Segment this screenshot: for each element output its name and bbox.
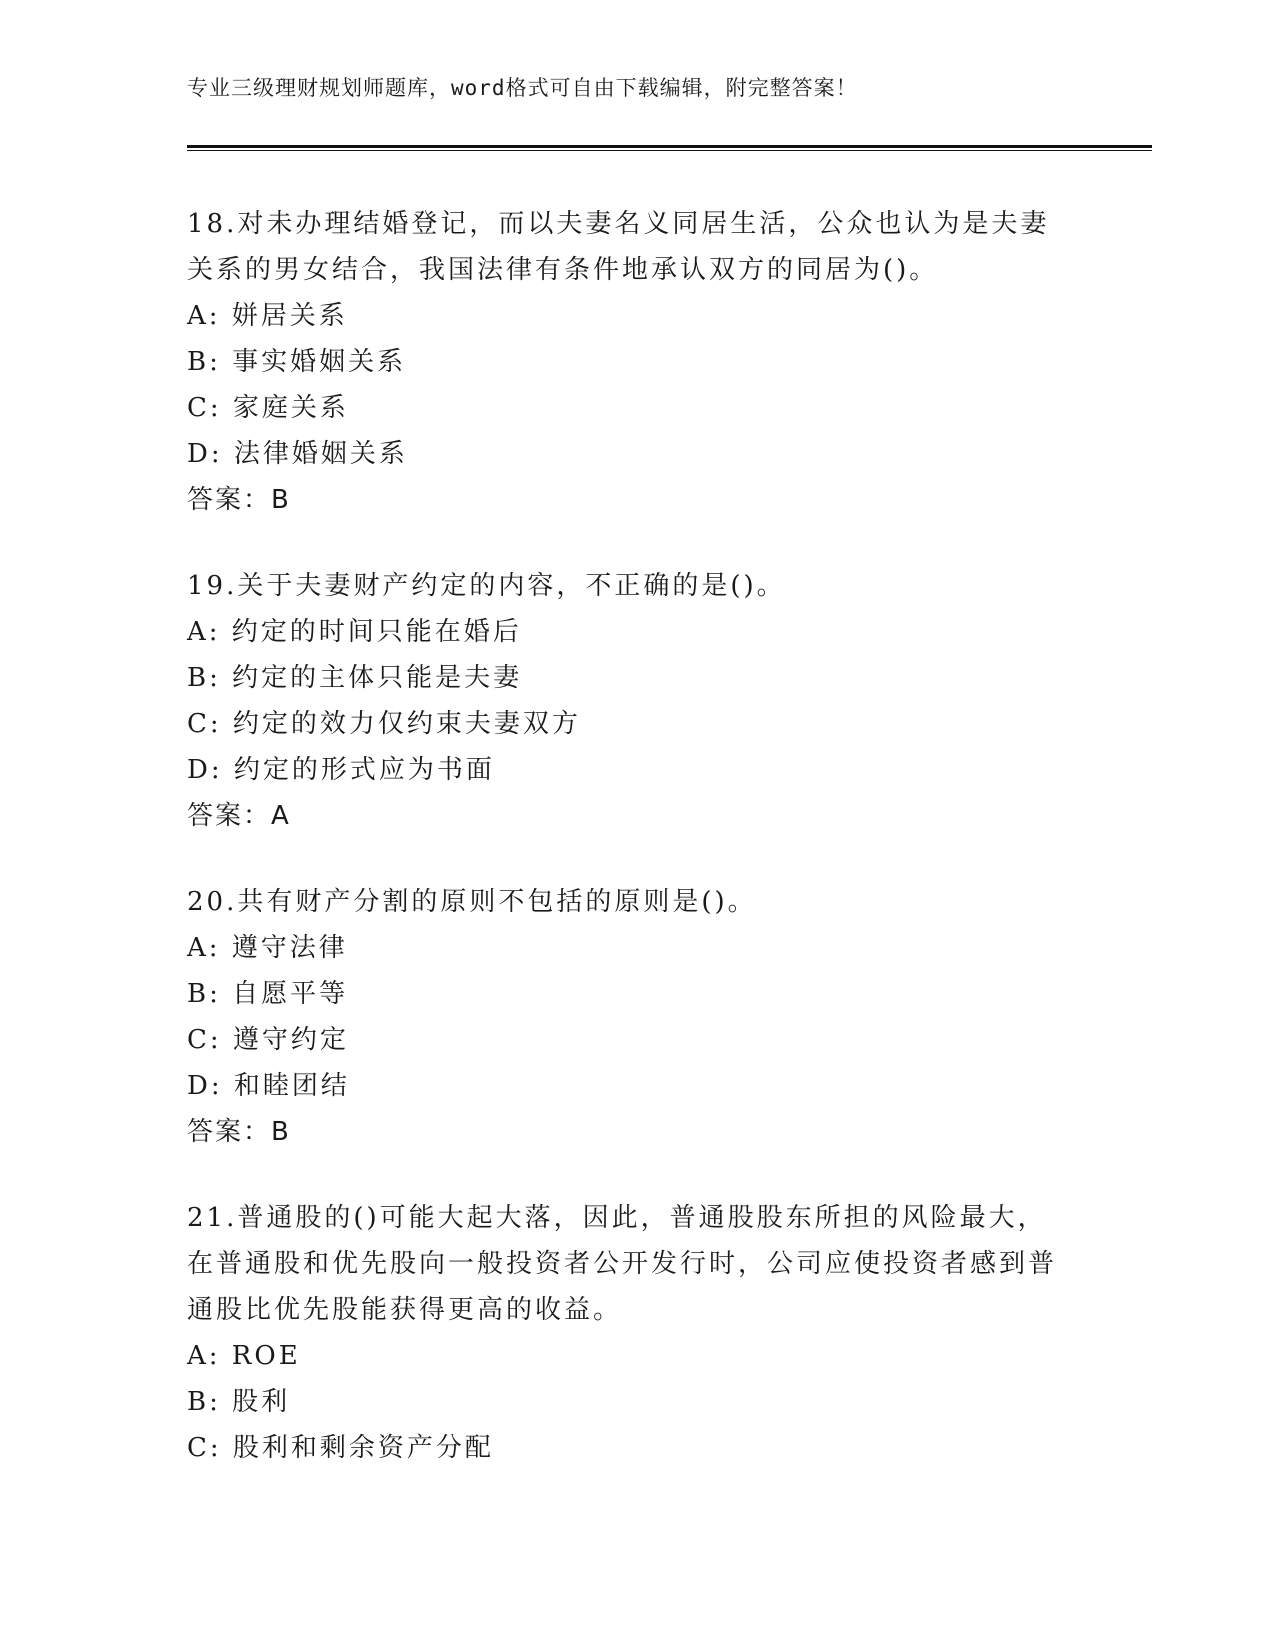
option-c: C: 遵守约定: [187, 1025, 349, 1055]
option-b: B: 自愿平等: [187, 979, 349, 1009]
question-19: [187, 563, 1067, 839]
option-b: B: 事实婚姻关系: [187, 347, 407, 377]
option-a: A: 约定的时间只能在婚后: [187, 617, 522, 647]
question-21: [187, 1195, 1067, 1471]
option-b: B: 约定的主体只能是夫妻: [187, 663, 523, 693]
option-b: B: 股利: [187, 1387, 291, 1417]
option-a: A: 姘居关系: [187, 301, 348, 331]
question-list: [187, 201, 1067, 1511]
question-stem: 19.关于夫妻财产约定的内容，不正确的是()。: [187, 571, 786, 601]
option-c: C: 股利和剩余资产分配: [187, 1433, 494, 1463]
option-d: D: 约定的形式应为书面: [187, 755, 495, 785]
option-a: A: 遵守法律: [187, 933, 348, 963]
page-header: 专业三级理财规划师题库，word格式可自由下载编辑，附完整答案！: [187, 76, 858, 100]
option-a: A: ROE: [187, 1341, 301, 1371]
question-18: [187, 201, 1067, 523]
question-stem: 21.普通股的()可能大起大落，因此，普通股股东所担的风险最大，在普通股和优先股向一般投资者公开发行时，公司应使投资者感到普通股比优先股能获得更高的收益。: [187, 1203, 1058, 1325]
answer-line: 答案：A: [187, 801, 291, 831]
answer-line: 答案：B: [187, 1117, 291, 1147]
question-stem: 18.对未办理结婚登记，而以夫妻名义同居生活，公众也认为是夫妻关系的男女结合，我国法律有条件地承认双方的同居为()。: [187, 209, 1050, 285]
question-20: [187, 879, 1067, 1155]
option-c: C: 家庭关系: [187, 393, 349, 423]
question-stem: 20.共有财产分割的原则不包括的原则是()。: [187, 887, 757, 917]
option-d: D: 法律婚姻关系: [187, 439, 408, 469]
option-c: C: 约定的效力仅约束夫妻双方: [187, 709, 581, 739]
option-d: D: 和睦团结: [187, 1071, 350, 1101]
answer-line: 答案：B: [187, 485, 291, 515]
header-divider: [187, 145, 1152, 151]
